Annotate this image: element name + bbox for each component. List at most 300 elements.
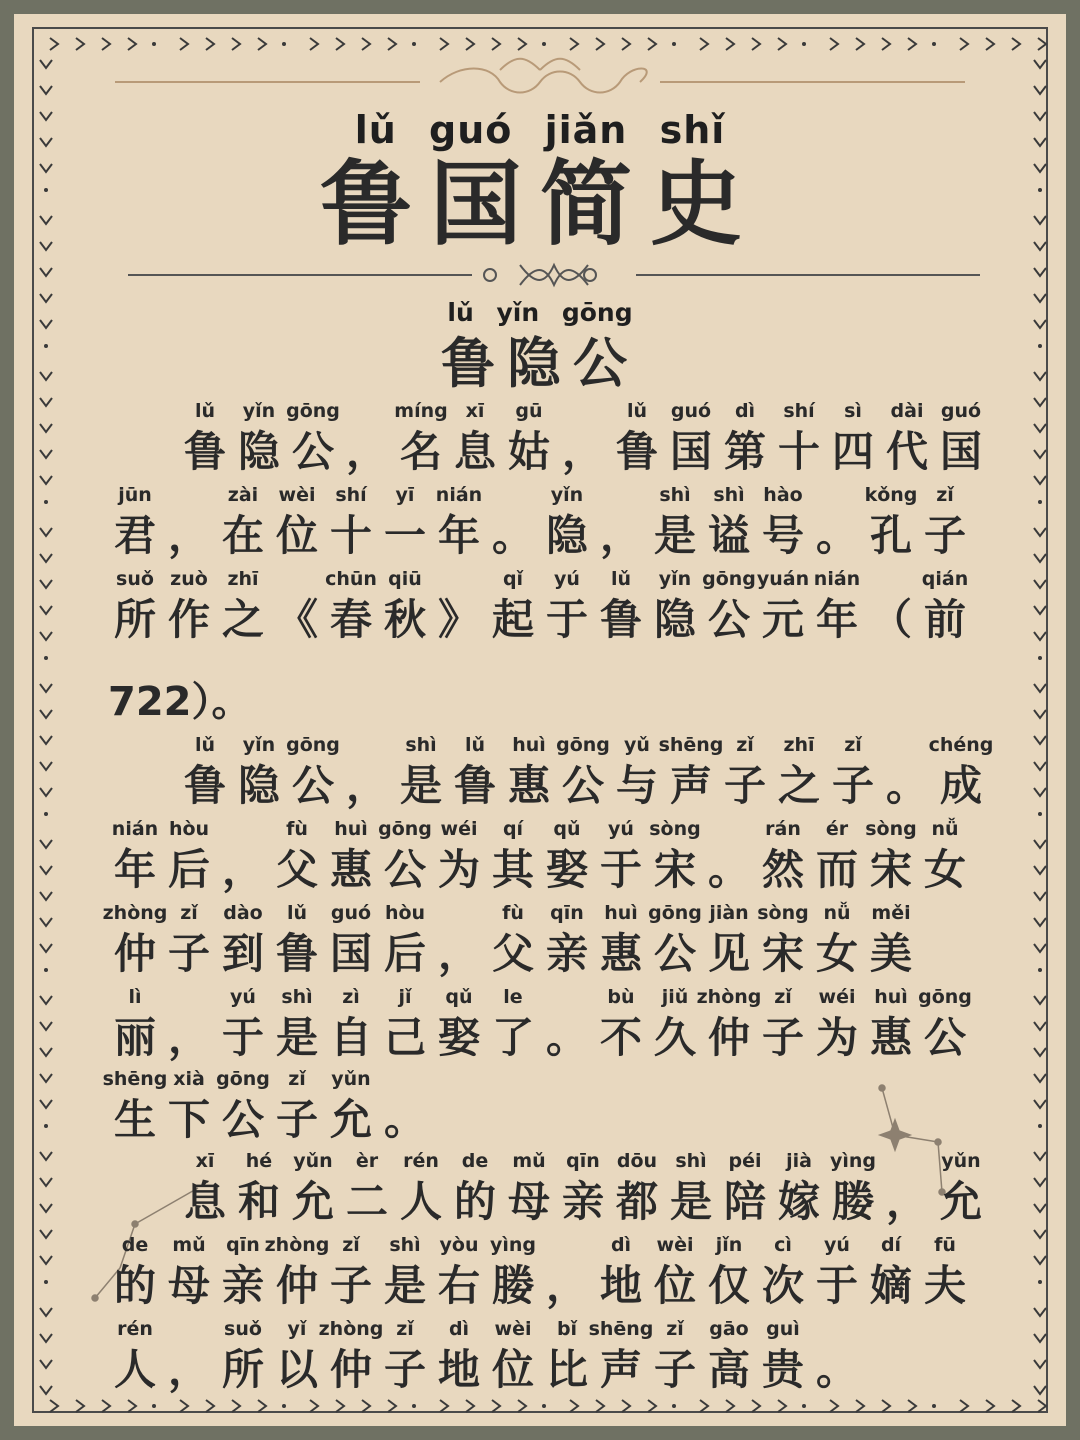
- pinyin: zhòng: [318, 1318, 384, 1340]
- character-cell: [486, 986, 540, 1070]
- hanzi: 见: [707, 929, 750, 978]
- pinyin: dōu: [616, 1150, 658, 1172]
- hanzi: 丽: [113, 1013, 156, 1062]
- hanzi: 父: [491, 929, 534, 978]
- pinyin: kǒng: [864, 484, 918, 506]
- hanzi: 其: [491, 845, 534, 894]
- hanzi: 之: [777, 761, 820, 810]
- hanzi: 仲: [113, 929, 156, 978]
- hanzi: 谥: [707, 511, 750, 560]
- hanzi: 允: [329, 1095, 372, 1144]
- pinyin: hòu: [384, 902, 426, 924]
- character-cell: [502, 400, 556, 484]
- hanzi: 嫁: [777, 1177, 820, 1226]
- character-cell: [162, 818, 216, 902]
- character-cell: [826, 734, 880, 818]
- hanzi: 子: [831, 761, 874, 810]
- hanzi: 。: [707, 845, 750, 894]
- hanzi: 公: [291, 427, 334, 476]
- character-cell: [934, 400, 988, 484]
- pinyin: zì: [342, 986, 360, 1008]
- pinyin: sì: [844, 400, 862, 422]
- pinyin: jiǔ: [661, 986, 689, 1008]
- pinyin: yòu: [439, 1234, 479, 1256]
- hanzi: 女: [923, 845, 966, 894]
- hanzi: 鲁: [183, 427, 226, 476]
- hanzi: 。: [545, 1013, 588, 1062]
- pinyin: yú: [608, 818, 634, 840]
- hanzi: 后: [167, 845, 210, 894]
- pinyin: fù: [286, 818, 308, 840]
- pinyin: lǔ: [194, 400, 216, 422]
- hanzi: 成: [939, 761, 982, 810]
- hanzi: 子: [923, 511, 966, 560]
- hanzi: 鲁: [615, 427, 658, 476]
- pinyin: yī: [395, 484, 415, 506]
- pinyin: guó: [330, 902, 372, 924]
- hanzi: ，: [545, 1261, 588, 1310]
- hanzi: 亲: [561, 1177, 604, 1226]
- character-cell: [648, 818, 702, 902]
- hanzi: 公: [291, 761, 334, 810]
- hanzi: ，: [345, 761, 388, 810]
- pinyin: jiàn: [709, 902, 749, 924]
- hanzi: ，: [345, 427, 388, 476]
- hanzi: 十: [777, 427, 820, 476]
- character-cell: [286, 734, 340, 818]
- hanzi: 位: [275, 511, 318, 560]
- hanzi: 子: [723, 761, 766, 810]
- character-cell: [928, 734, 994, 818]
- character-cell: [486, 1234, 540, 1318]
- hanzi: 《: [275, 595, 318, 644]
- pinyin: dì: [734, 400, 756, 422]
- hanzi: 嫡: [869, 1261, 912, 1310]
- pinyin: huì: [512, 734, 546, 756]
- pinyin: yú: [554, 568, 580, 590]
- pinyin: mǔ: [172, 1234, 206, 1256]
- pinyin: zǐ: [180, 902, 198, 924]
- hanzi: 年: [437, 511, 480, 560]
- pinyin: hé: [245, 1150, 273, 1172]
- pinyin: yǔ: [624, 734, 650, 756]
- pinyin: shí: [783, 400, 815, 422]
- pinyin: lì: [128, 986, 142, 1008]
- hanzi: 代: [885, 427, 928, 476]
- hanzi: ，: [561, 427, 604, 476]
- pinyin: rán: [765, 818, 801, 840]
- pinyin: lǔ: [626, 400, 648, 422]
- hanzi: 宋: [653, 845, 696, 894]
- hanzi: 之: [221, 595, 264, 644]
- hanzi: 秋: [383, 595, 426, 644]
- pinyin: yuán: [756, 568, 810, 590]
- hanzi: 姑: [507, 427, 550, 476]
- pinyin: rén: [403, 1150, 439, 1172]
- pinyin: zǐ: [666, 1318, 684, 1340]
- pinyin: nián: [111, 818, 159, 840]
- pinyin: dí: [880, 1234, 902, 1256]
- pinyin: yìng: [829, 1150, 877, 1172]
- pinyin: nián: [435, 484, 483, 506]
- hanzi: 媵: [491, 1261, 534, 1310]
- pinyin: xī: [195, 1150, 215, 1172]
- pinyin: gōng: [556, 734, 610, 756]
- pinyin: zhòng: [102, 902, 168, 924]
- pinyin: xī: [465, 400, 485, 422]
- hanzi: 二: [345, 1177, 388, 1226]
- hanzi: 隐: [653, 595, 696, 644]
- hanzi: 宋: [761, 929, 804, 978]
- pinyin: shì: [389, 1234, 421, 1256]
- hanzi: 隐: [545, 511, 588, 560]
- pinyin: sòng: [865, 818, 917, 840]
- hanzi: 娶: [545, 845, 588, 894]
- hanzi: 国: [669, 427, 712, 476]
- pinyin: wéi: [440, 818, 478, 840]
- character-cell: [826, 1150, 880, 1234]
- pinyin: zuò: [170, 568, 208, 590]
- hanzi: 所: [221, 1345, 264, 1394]
- pinyin: dài: [890, 400, 924, 422]
- pinyin: yǐ: [287, 1318, 307, 1340]
- hanzi: 第: [723, 427, 766, 476]
- hanzi: 为: [437, 845, 480, 894]
- hanzi: 和: [237, 1177, 280, 1226]
- hanzi: 右: [437, 1261, 480, 1310]
- hanzi: ，: [599, 511, 642, 560]
- pinyin: nián: [813, 568, 861, 590]
- hanzi: 隐: [237, 761, 280, 810]
- hanzi: 惠: [507, 761, 550, 810]
- title-divider-ornament: [128, 265, 980, 285]
- hanzi: 名: [399, 427, 442, 476]
- pinyin: yǐn: [242, 400, 276, 422]
- hanzi: 到: [221, 929, 264, 978]
- pinyin: zǐ: [936, 484, 954, 506]
- hanzi: 鲁: [599, 595, 642, 644]
- hanzi: 一: [383, 511, 426, 560]
- hanzi: 母: [507, 1177, 550, 1226]
- hanzi: 国: [939, 427, 982, 476]
- hanzi: 号: [761, 511, 804, 560]
- hanzi: 仲: [707, 1013, 750, 1062]
- pinyin: xià: [173, 1068, 205, 1090]
- pinyin: jūn: [118, 484, 152, 506]
- hanzi: 于: [815, 1261, 858, 1310]
- hanzi: 位: [491, 1345, 534, 1394]
- pinyin: gōng: [648, 902, 702, 924]
- hanzi: 允: [939, 1177, 982, 1226]
- hanzi: 声: [599, 1345, 642, 1394]
- hanzi: 的: [453, 1177, 496, 1226]
- pinyin: sòng: [649, 818, 701, 840]
- character-cell: [324, 1068, 378, 1152]
- pinyin: èr: [355, 1150, 379, 1172]
- hanzi: 人: [113, 1345, 156, 1394]
- pinyin: yú: [824, 1234, 850, 1256]
- pinyin: yǐn: [550, 484, 584, 506]
- pinyin: huì: [874, 986, 908, 1008]
- pinyin: shì: [405, 734, 437, 756]
- page-title: 鲁国简史: [319, 151, 760, 258]
- pinyin: péi: [728, 1150, 762, 1172]
- hanzi: 是: [669, 1177, 712, 1226]
- pinyin: gōng: [702, 568, 756, 590]
- hanzi: 。: [885, 761, 928, 810]
- pinyin: lǔ: [610, 568, 632, 590]
- section-title-pinyin: lǔ yǐn gōng: [447, 298, 633, 327]
- character-cell: [108, 986, 162, 1070]
- hanzi: 不: [599, 1013, 642, 1062]
- pinyin: shì: [713, 484, 745, 506]
- pinyin: yǔn: [331, 1068, 371, 1090]
- pinyin: jià: [786, 1150, 812, 1172]
- pinyin: shēng: [658, 734, 724, 756]
- pinyin: zài: [227, 484, 259, 506]
- character-cell: [216, 568, 270, 652]
- hanzi: 子: [383, 1345, 426, 1394]
- pinyin: gū: [515, 400, 543, 422]
- hanzi: 公: [653, 929, 696, 978]
- pinyin: ér: [825, 818, 849, 840]
- pinyin: suǒ: [116, 568, 154, 590]
- hanzi: 四: [831, 427, 874, 476]
- hanzi: 女: [815, 929, 858, 978]
- character-cell: [934, 1150, 988, 1234]
- pinyin: bǐ: [556, 1318, 578, 1340]
- pinyin: gōng: [378, 818, 432, 840]
- pinyin: gōng: [918, 986, 972, 1008]
- hanzi: 。: [491, 511, 534, 560]
- hanzi: 仅: [707, 1261, 750, 1310]
- pinyin: huì: [334, 818, 368, 840]
- hanzi: 是: [653, 511, 696, 560]
- character-cell: [918, 1234, 972, 1318]
- pinyin: qǔ: [553, 818, 581, 840]
- hanzi: 惠: [329, 845, 372, 894]
- pinyin: fù: [502, 902, 524, 924]
- pinyin: nǚ: [823, 902, 851, 924]
- hanzi: 子: [329, 1261, 372, 1310]
- pinyin: zhòng: [264, 1234, 330, 1256]
- hanzi: 为: [815, 1013, 858, 1062]
- pinyin: de: [461, 1150, 489, 1172]
- pinyin: wèi: [278, 484, 316, 506]
- pinyin: sòng: [757, 902, 809, 924]
- hanzi: 鲁: [183, 761, 226, 810]
- hanzi: 媵: [831, 1177, 874, 1226]
- pinyin: wèi: [656, 1234, 694, 1256]
- hanzi: ，: [167, 1345, 210, 1394]
- top-flourish-ornament: [115, 59, 965, 93]
- pinyin: jǐn: [715, 1234, 743, 1256]
- pinyin: chéng: [928, 734, 994, 756]
- pinyin: zǐ: [844, 734, 862, 756]
- pinyin: yǐn: [242, 734, 276, 756]
- hanzi: 。: [815, 1345, 858, 1394]
- character-cell: [810, 568, 864, 652]
- hanzi: 仲: [329, 1345, 372, 1394]
- hanzi: 作: [167, 595, 210, 644]
- pinyin: yìng: [489, 1234, 537, 1256]
- pinyin: shì: [281, 986, 313, 1008]
- hanzi: 于: [545, 595, 588, 644]
- pinyin: hào: [763, 484, 803, 506]
- character-cell: [378, 568, 432, 652]
- hanzi: 是: [383, 1261, 426, 1310]
- pinyin: lǔ: [464, 734, 486, 756]
- hanzi: 亲: [221, 1261, 264, 1310]
- pinyin: shēng: [588, 1318, 654, 1340]
- hanzi: 与: [615, 761, 658, 810]
- hanzi: ，: [437, 929, 480, 978]
- hanzi: 公: [561, 761, 604, 810]
- pinyin: zhī: [783, 734, 815, 756]
- character-cell: [918, 568, 972, 652]
- hanzi: 次: [761, 1261, 804, 1310]
- pinyin: gōng: [286, 400, 340, 422]
- pinyin: dì: [610, 1234, 632, 1256]
- hanzi: 比: [545, 1345, 588, 1394]
- character-cell: [756, 1318, 810, 1402]
- pinyin: cì: [774, 1234, 792, 1256]
- pinyin: dì: [448, 1318, 470, 1340]
- pinyin: huì: [604, 902, 638, 924]
- pinyin: wèi: [494, 1318, 532, 1340]
- pinyin: wéi: [818, 986, 856, 1008]
- hanzi: 的: [113, 1261, 156, 1310]
- title-pinyin: lǔ guó jiǎn shǐ: [354, 108, 726, 152]
- hanzi: 声: [669, 761, 712, 810]
- pinyin: qiū: [388, 568, 422, 590]
- hanzi: 惠: [869, 1013, 912, 1062]
- pinyin: shēng: [102, 1068, 168, 1090]
- pinyin: qīn: [550, 902, 584, 924]
- hanzi: ，: [221, 845, 264, 894]
- character-cell: [540, 484, 594, 568]
- hanzi: 美: [869, 929, 912, 978]
- hanzi: 后: [383, 929, 426, 978]
- pinyin: shì: [659, 484, 691, 506]
- hanzi: 娶: [437, 1013, 480, 1062]
- pinyin: míng: [394, 400, 448, 422]
- hanzi: 地: [599, 1261, 642, 1310]
- pinyin: qīn: [226, 1234, 260, 1256]
- pinyin: zǐ: [288, 1068, 306, 1090]
- pinyin: bù: [607, 986, 635, 1008]
- hanzi: 子: [275, 1095, 318, 1144]
- character-cell: [378, 902, 432, 986]
- character-cell: [864, 902, 918, 986]
- character-cell: [918, 986, 972, 1070]
- hanzi: 隐: [237, 427, 280, 476]
- hanzi: 子: [761, 1013, 804, 1062]
- pinyin: fū: [934, 1234, 956, 1256]
- hanzi: 位: [653, 1261, 696, 1310]
- hanzi: 年: [815, 595, 858, 644]
- hanzi: ，: [167, 1013, 210, 1062]
- hanzi: 是: [399, 761, 442, 810]
- pinyin: měi: [871, 902, 911, 924]
- pinyin: jǐ: [398, 986, 412, 1008]
- hanzi: 亲: [545, 929, 588, 978]
- hanzi: ，: [167, 511, 210, 560]
- hanzi: 了: [491, 1013, 534, 1062]
- pinyin: zǐ: [774, 986, 792, 1008]
- hanzi: 下: [167, 1095, 210, 1144]
- pinyin: zhòng: [696, 986, 762, 1008]
- hanzi: 人: [399, 1177, 442, 1226]
- pinyin: dào: [223, 902, 263, 924]
- hanzi: 自: [329, 1013, 372, 1062]
- hanzi: 贵: [761, 1345, 804, 1394]
- pinyin: qí: [502, 818, 524, 840]
- hanzi: 生: [113, 1095, 156, 1144]
- section-title: 鲁隐公: [441, 332, 639, 395]
- hanzi: 息: [453, 427, 496, 476]
- hanzi: 于: [221, 1013, 264, 1062]
- hanzi: 公: [923, 1013, 966, 1062]
- pinyin: hòu: [168, 818, 210, 840]
- pinyin: shì: [675, 1150, 707, 1172]
- hanzi: 在: [221, 511, 264, 560]
- hanzi: 高: [707, 1345, 750, 1394]
- pinyin: rén: [117, 1318, 153, 1340]
- hanzi: 仲: [275, 1261, 318, 1310]
- pinyin: gōng: [286, 734, 340, 756]
- hanzi: 所: [113, 595, 156, 644]
- hanzi: 》: [437, 595, 480, 644]
- character-cell: [432, 484, 486, 568]
- pinyin: shí: [335, 484, 367, 506]
- hanzi: 国: [329, 929, 372, 978]
- character-cell: [378, 1068, 432, 1152]
- hanzi: ，: [885, 1177, 928, 1226]
- hanzi: 鲁: [275, 929, 318, 978]
- character-cell: [918, 484, 972, 568]
- pinyin: lǔ: [286, 902, 308, 924]
- pinyin: guì: [766, 1318, 800, 1340]
- pinyin: qǐ: [502, 568, 524, 590]
- pinyin: zǐ: [396, 1318, 414, 1340]
- hanzi: 而: [815, 845, 858, 894]
- pinyin: chūn: [325, 568, 377, 590]
- character-cell: [108, 484, 162, 568]
- hanzi: 夫: [923, 1261, 966, 1310]
- hanzi: 地: [437, 1345, 480, 1394]
- pinyin: qián: [921, 568, 969, 590]
- hanzi: （: [869, 595, 912, 644]
- hanzi: 是: [275, 1013, 318, 1062]
- pinyin: yǐn: [658, 568, 692, 590]
- hanzi: 君: [113, 511, 156, 560]
- pinyin: qīn: [566, 1150, 600, 1172]
- pinyin: qǔ: [445, 986, 473, 1008]
- hanzi: 陪: [723, 1177, 766, 1226]
- pinyin: yú: [230, 986, 256, 1008]
- hanzi: 公: [383, 845, 426, 894]
- pinyin: de: [121, 1234, 149, 1256]
- hanzi: 己: [383, 1013, 426, 1062]
- pinyin: lǔ: [194, 734, 216, 756]
- hanzi: 起: [491, 595, 534, 644]
- hanzi: 孔: [869, 511, 912, 560]
- hanzi: 公: [221, 1095, 264, 1144]
- pinyin: zǐ: [736, 734, 754, 756]
- hanzi: 公: [707, 595, 750, 644]
- hanzi: 鲁: [453, 761, 496, 810]
